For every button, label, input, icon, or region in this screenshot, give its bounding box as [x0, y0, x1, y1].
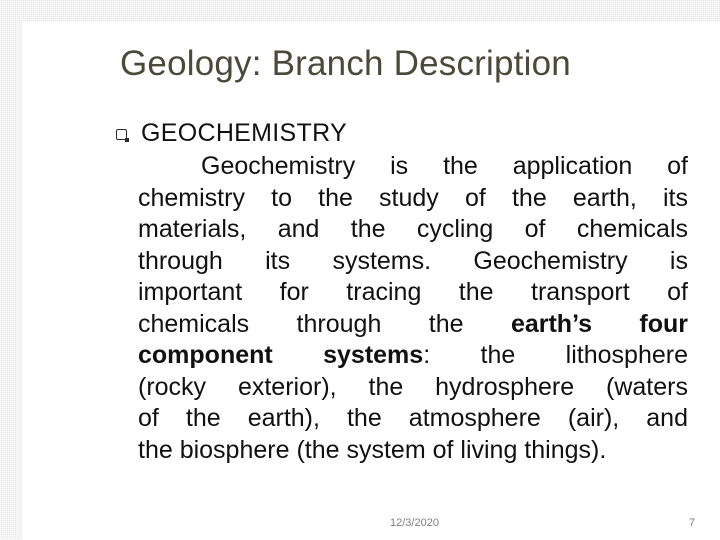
bullet-heading: GEOCHEMISTRY: [141, 118, 347, 147]
paragraph-line: through its systems. Geochemistry is: [138, 246, 688, 275]
paragraph-text: chemicals through the: [138, 309, 464, 338]
square-bullet-icon: [116, 129, 127, 140]
page-number: 7: [689, 517, 696, 529]
footer-date: 12/3/2020: [390, 517, 439, 529]
paragraph-line: [138, 340, 688, 372]
body-paragraph: [138, 151, 688, 466]
emphasis-text: component systems: [138, 341, 424, 369]
paragraph-line: chemistry to the study of the earth, its: [138, 183, 688, 212]
paragraph-line: Geochemistry is the application of: [201, 152, 688, 180]
paragraph-line: important for tracing the transport of: [138, 278, 688, 306]
paragraph-line: materials, and the cycling of chemicals: [138, 215, 688, 243]
paragraph-line: of the earth), the atmosphere (air), and: [138, 404, 688, 432]
paragraph-line: [138, 309, 688, 341]
paragraph-line: the biosphere (the system of living things).: [138, 435, 607, 464]
bullet-item: [116, 115, 347, 151]
slide-title: Geology: Branch Description: [120, 44, 571, 83]
emphasis-text: earth’s four: [510, 309, 688, 338]
paragraph-text: : the lithosphere: [423, 341, 688, 369]
paragraph-line: (rocky exterior), the hydrosphere (waters: [138, 372, 688, 401]
